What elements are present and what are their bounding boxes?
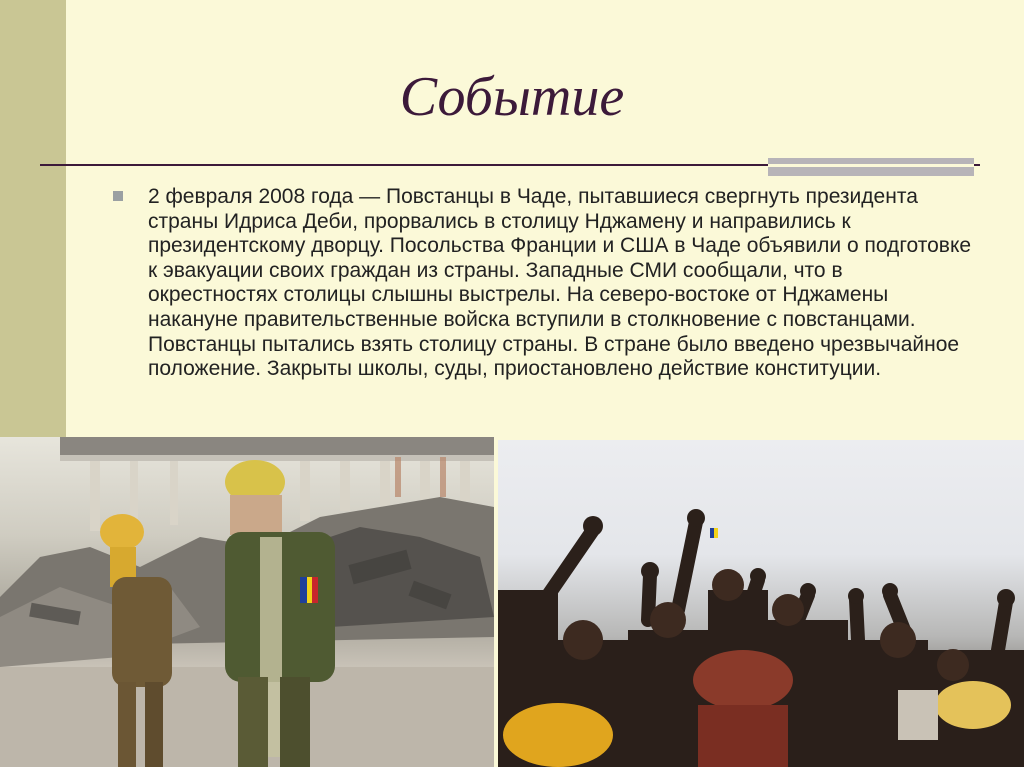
title-divider-bar: [768, 158, 974, 176]
bullet-text: 2 февраля 2008 года — Повстанцы в Чаде, пытавшиеся свергнуть президента страны Идриса Деби, прорвались в столицу Нджамену и направились к президентскому дворцу. Посольства Франции и США в Чаде объявили о подготовке к эвакуации своих граждан из страны. Западные СМИ сообщали, что в окрестностях столицы слышны выстрелы. На северо-востоке от Нджамены накануне правительственные войска вступили в столкновение с повстанцами. Повстанцы пытались взять столицу страны. В стране было введено чрезвычайное положение. Закрыты школы, суды, приостановлено действие конституции.: [148, 185, 972, 381]
photo-crowd-protest: [498, 440, 1024, 767]
photo-soldiers-ruins: [0, 437, 494, 767]
slide-title: Событие: [399, 66, 625, 128]
bullet-square-icon: [113, 191, 123, 201]
